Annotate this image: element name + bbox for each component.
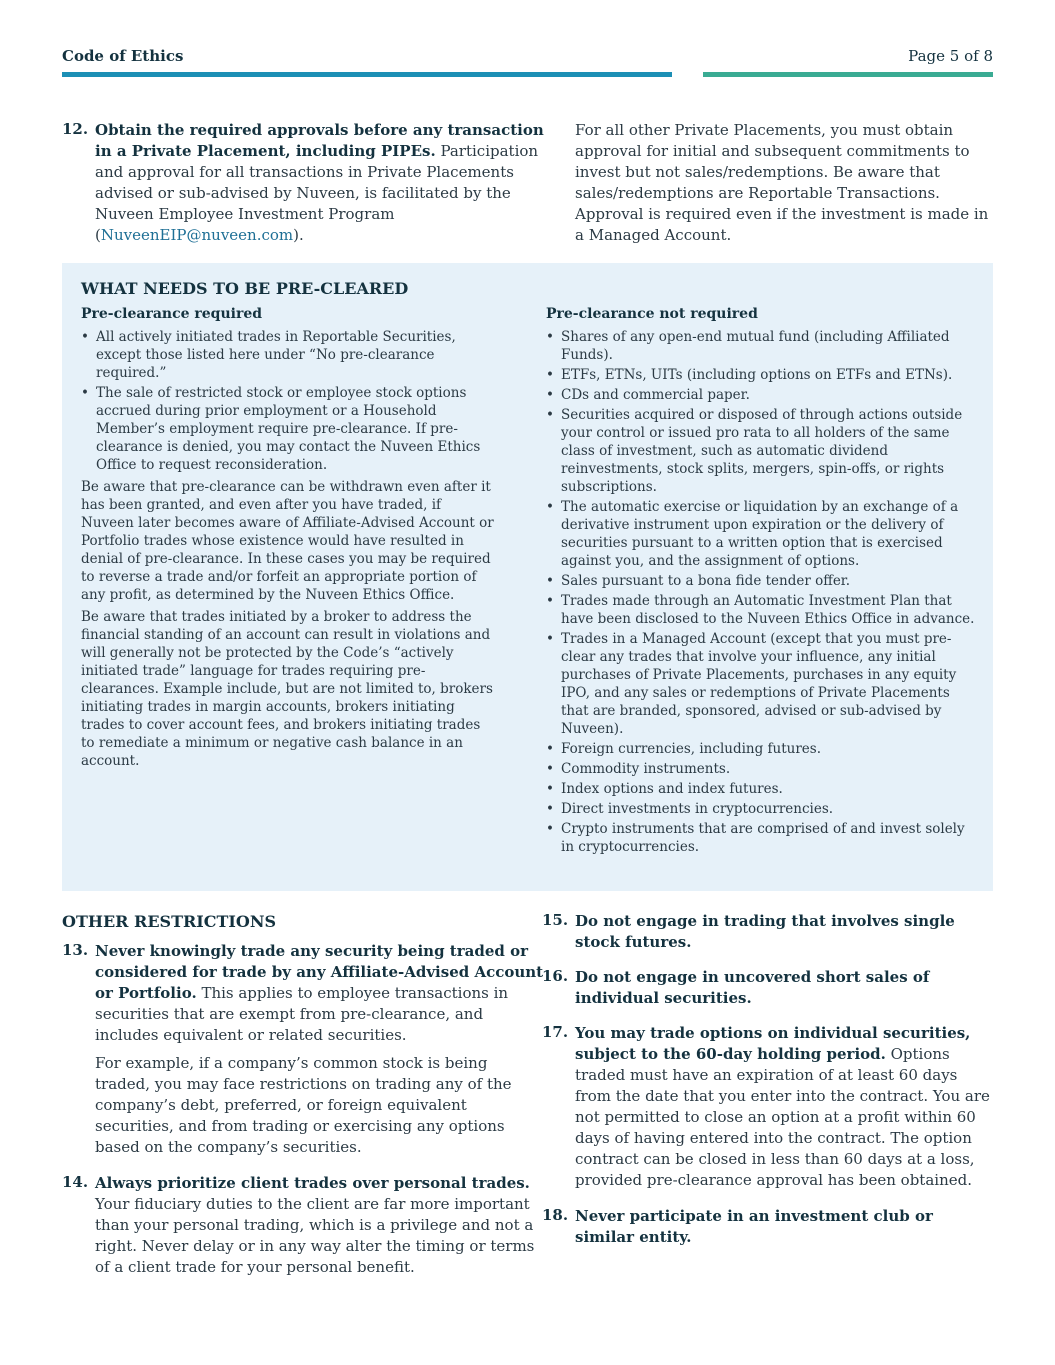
list-item: • Shares of any open-end mutual fund (including Affiliated Funds). bbox=[546, 328, 976, 364]
section-heading: OTHER RESTRICTIONS bbox=[62, 912, 276, 931]
list-item: • Direct investments in cryptocurrencies. bbox=[546, 800, 976, 818]
item-body: Options traded must have an expiration of at least 60 days from the date that you enter into the contract. You are not permitted to close an option at a profit within 60 days of having entered into the contract. The option contract can be closed in less than 60 days at a loss, provided pre-clearance approval has been obtained. bbox=[575, 1045, 990, 1189]
item-body: Your fiduciary duties to the client are far more important than your personal trading, which is a privilege and not a right. Never delay or in any way alter the timing or terms of a client trade for your personal benefit. bbox=[95, 1195, 535, 1276]
item-heading: Do not engage in trading that involves single stock futures. bbox=[575, 912, 955, 951]
preclearance-not-required-column bbox=[546, 306, 976, 858]
item-paragraph: For example, if a company’s common stock is being traded, you may face restrictions on trading any of the company’s debt, preferred, or foreign equivalent securities, and from trading or exercising any options based on the company’s securities. bbox=[95, 1054, 512, 1156]
list-item: • Index options and index futures. bbox=[546, 780, 976, 798]
item-number: 15. bbox=[542, 911, 569, 929]
item-number: 17. bbox=[542, 1023, 569, 1041]
item-body: Participation and approval for all transactions in Private Placements advised or sub-advised by Nuveen, is facilitated by the Nuveen Employee Investment Program ( bbox=[95, 142, 539, 244]
warning-paragraph: Be aware that pre-clearance can be withdrawn even after it has been granted, and even after you have traded, if Nuveen later becomes aware of Affiliate-Advised Account or Portfolio trades whose existence would have resulted in denial of pre-clearance. In these cases you may be required to reverse a trade and/or forfeit an appropriate portion of any profit, as determined by the Nuveen Ethics Office. bbox=[81, 479, 494, 603]
item-12-continued bbox=[575, 120, 997, 246]
item-continued-text: For all other Private Placements, you must obtain approval for initial and subsequent commitments to invest but not sales/redemptions. Be aware that sales/redemptions are Reportable Transactions. Approval is required even if the investment is made in a Managed Account. bbox=[575, 121, 989, 244]
item-number: 16. bbox=[542, 967, 569, 985]
page-number: Page 5 of 8 bbox=[908, 47, 993, 65]
item-number: 14. bbox=[62, 1173, 89, 1191]
email-link[interactable]: NuveenEIP@nuveen.com bbox=[100, 226, 294, 244]
list-item: • Securities acquired or disposed of through actions outside your control or issued pro rata to all holders of the same class of investment, such as automatic dividend reinvestments, stock splits, mergers, spin-offs, or rights subscriptions. bbox=[546, 406, 976, 496]
item-text bbox=[575, 1206, 997, 1248]
list-item: • Sales pursuant to a bona fide tender offer. bbox=[546, 572, 976, 590]
item-heading: Do not engage in uncovered short sales of individual securities. bbox=[575, 968, 930, 1007]
required-title: Pre-clearance required bbox=[81, 306, 263, 322]
item-text bbox=[95, 941, 547, 1046]
list-item: • Trades in a Managed Account (except that you must pre-clear any trades that involve your influence, any initial purchases of Private Placements, purchases in any equity IPO, and any sales or redemptions of Private Placements that are branded, sponsored, advised or sub-advised by Nuveen). bbox=[546, 630, 976, 738]
item-text bbox=[575, 967, 997, 1009]
not-required-list bbox=[546, 328, 976, 856]
not-required-title: Pre-clearance not required bbox=[546, 306, 758, 322]
item-heading: Never knowingly trade any security being traded or considered for trade by any Affiliate-Advised Account or Portfolio. bbox=[95, 942, 544, 1002]
required-list bbox=[81, 328, 496, 474]
list-item: • All actively initiated trades in Reportable Securities, except those listed here under “No pre-clearance required.” bbox=[81, 328, 496, 382]
item-text bbox=[95, 1173, 547, 1278]
preclearance-box bbox=[62, 263, 993, 891]
document-title: Code of Ethics bbox=[62, 47, 184, 65]
item-16 bbox=[542, 967, 997, 1009]
item-text bbox=[575, 1023, 997, 1191]
item-number: 13. bbox=[62, 941, 89, 959]
item-text bbox=[575, 911, 997, 953]
item-text bbox=[95, 120, 547, 246]
item-13 bbox=[62, 941, 547, 1158]
item-15 bbox=[542, 911, 997, 953]
preclearance-required-column bbox=[81, 306, 496, 770]
item-number: 18. bbox=[542, 1206, 569, 1224]
header-accent-bar-teal bbox=[703, 72, 993, 77]
item-heading: Never participate in an investment club or similar entity. bbox=[575, 1207, 933, 1246]
box-heading: WHAT NEEDS TO BE PRE-CLEARED bbox=[81, 279, 409, 298]
list-item: • Commodity instruments. bbox=[546, 760, 976, 778]
item-number: 12. bbox=[62, 120, 89, 138]
item-heading: Always prioritize client trades over personal trades. bbox=[95, 1174, 530, 1192]
item-body-end: ). bbox=[293, 226, 304, 244]
item-heading: You may trade options on individual securities, subject to the 60-day holding period. bbox=[575, 1024, 971, 1063]
header-accent-bar-blue bbox=[62, 72, 672, 77]
item-heading: Obtain the required approvals before any transaction in a Private Placement, including PIPEs. bbox=[95, 121, 544, 160]
list-item: • Crypto instruments that are comprised of and invest solely in cryptocurrencies. bbox=[546, 820, 976, 856]
list-item: • ETFs, ETNs, UITs (including options on ETFs and ETNs). bbox=[546, 366, 976, 384]
item-14 bbox=[62, 1173, 547, 1278]
item-17 bbox=[542, 1023, 997, 1191]
item-18 bbox=[542, 1206, 997, 1248]
list-item: • Foreign currencies, including futures. bbox=[546, 740, 976, 758]
list-item: • The automatic exercise or liquidation by an exchange of a derivative instrument upon expiration or the delivery of securities pursuant to a written option that is exercised against you, and the assignment of options. bbox=[546, 498, 976, 570]
list-item: • CDs and commercial paper. bbox=[546, 386, 976, 404]
page-header bbox=[62, 47, 993, 67]
list-item: • The sale of restricted stock or employee stock options accrued during prior employment or a Household Member’s employment require pre-clearance. If pre-clearance is denied, you may contact the Nuveen Ethics Office to request reconsideration. bbox=[81, 384, 496, 474]
list-item: • Trades made through an Automatic Investment Plan that have been disclosed to the Nuveen Ethics Office in advance. bbox=[546, 592, 976, 628]
warning-paragraph: Be aware that trades initiated by a broker to address the financial standing of an account can result in violations and will generally not be protected by the Code’s “actively initiated trade” language for trades requiring pre-clearances. Example include, but are not limited to, brokers initiating trades in margin accounts, brokers initiating trades to cover account fees, and brokers initiating trades to remediate a minimum or negative cash balance in an account. bbox=[81, 609, 493, 769]
item-12 bbox=[62, 120, 547, 246]
item-body: This applies to employee transactions in securities that are exempt from pre-clearance, and includes equivalent or related securities. bbox=[95, 984, 509, 1044]
